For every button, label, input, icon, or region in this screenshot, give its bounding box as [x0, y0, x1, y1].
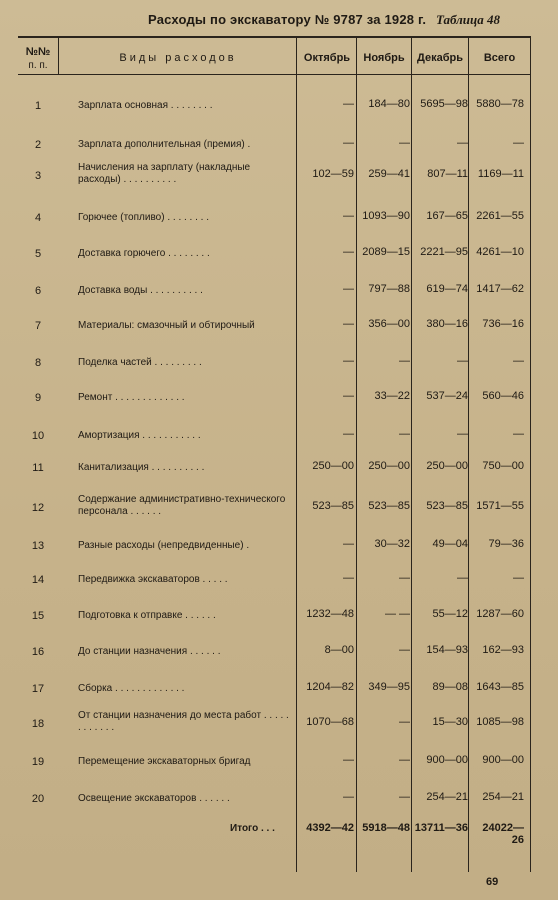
cell-nov: —	[399, 644, 410, 656]
cell-total: 1643—85	[476, 681, 524, 693]
total-label: Итого . . .	[230, 823, 275, 834]
cell-total: 900—00	[482, 754, 524, 766]
row-description: Сборка . . . . . . . . . . . . .	[78, 683, 185, 694]
row-description: Разные расходы (непредвиденные) .	[78, 540, 250, 551]
cell-total: 162—93	[482, 644, 524, 656]
cell-nov: —	[399, 137, 410, 149]
cell-nov: —	[399, 428, 410, 440]
cell-nov: 259—41	[368, 168, 410, 180]
cell-oct: —	[343, 246, 354, 258]
cell-oct: 1232—48	[306, 608, 354, 620]
cell-nov: —	[399, 355, 410, 367]
cell-dec: 250—00	[426, 460, 468, 472]
cell-oct: 102—59	[312, 168, 354, 180]
row-number: 7	[34, 320, 42, 332]
cell-nov: 1093—90	[362, 210, 410, 222]
cell-total: 4261—10	[476, 246, 524, 258]
row-number: 9	[34, 392, 42, 404]
cell-oct: —	[343, 390, 354, 402]
row-number: 1	[34, 100, 42, 112]
cell-total: —	[513, 137, 524, 149]
cell-dec: 537—24	[426, 390, 468, 402]
cell-dec: 167—65	[426, 210, 468, 222]
cell-dec: —	[457, 572, 468, 584]
cell-nov: 797—88	[368, 283, 410, 295]
cell-dec: —	[457, 137, 468, 149]
row-description: Материалы: смазочный и обтирочный	[78, 320, 255, 331]
header-num: №№	[25, 46, 51, 58]
row-number: 11	[32, 462, 44, 474]
cell-dec: 55—12	[432, 608, 468, 620]
cell-dec: 807—11	[427, 168, 468, 180]
cell-oct: —	[343, 754, 354, 766]
row-number: 4	[34, 212, 42, 224]
cell-dec: 15—30	[432, 716, 468, 728]
cell-oct: —	[343, 137, 354, 149]
cell-total: —	[513, 572, 524, 584]
cell-dec: 154—93	[426, 644, 468, 656]
cell-total: 5880—78	[476, 98, 524, 110]
header-rule	[18, 74, 531, 75]
row-number: 13	[31, 540, 45, 552]
cell-dec: 523—85	[426, 500, 468, 512]
cell-nov: 356—00	[368, 318, 410, 330]
row-number: 5	[34, 248, 42, 260]
page-number: 69	[486, 876, 499, 888]
cell-dec: 619—74	[426, 283, 468, 295]
cell-nov: —	[399, 791, 410, 803]
total-all: 24022—26	[482, 822, 524, 846]
cell-total: 1417—62	[476, 283, 524, 295]
cell-oct: 523—85	[312, 500, 354, 512]
cell-nov: 349—95	[368, 681, 410, 693]
cell-oct: 8—00	[324, 644, 354, 656]
row-number: 3	[34, 170, 42, 182]
row-description: Амортизация . . . . . . . . . . .	[78, 430, 201, 441]
row-number: 17	[31, 683, 45, 695]
cell-total: 254—21	[482, 791, 524, 803]
cell-oct: —	[343, 538, 354, 550]
page-title: Расходы по экскаватору № 9787 за 1928 г.	[148, 12, 427, 27]
total-dec: 13711—36	[414, 822, 468, 834]
total-nov: 5918—48	[362, 822, 410, 834]
col-divider	[296, 36, 297, 872]
cell-oct: —	[343, 428, 354, 440]
row-description: Поделка частей . . . . . . . . .	[78, 357, 202, 368]
col-divider	[468, 36, 469, 872]
cell-dec: —	[457, 428, 468, 440]
cell-oct: —	[343, 283, 354, 295]
cell-total: 1169—11	[477, 168, 524, 180]
cell-dec: 89—08	[432, 681, 468, 693]
row-description: Подготовка к отправке . . . . . .	[78, 610, 216, 621]
row-description: Доставка горючего . . . . . . . .	[78, 248, 210, 259]
header-nov: Ноябрь	[363, 52, 405, 64]
row-description: До станции назначения . . . . . .	[78, 646, 221, 657]
cell-oct: 1204—82	[306, 681, 354, 693]
cell-oct: 250—00	[312, 460, 354, 472]
row-number: 20	[31, 793, 45, 805]
cell-total: 2261—55	[476, 210, 524, 222]
cell-total: 79—36	[488, 538, 524, 550]
cell-total: —	[513, 355, 524, 367]
row-description: Передвижка экскаваторов . . . . .	[78, 574, 228, 585]
cell-oct: —	[343, 98, 354, 110]
cell-oct: —	[343, 791, 354, 803]
row-number: 15	[31, 610, 45, 622]
cell-nov: 184—80	[368, 98, 410, 110]
cell-nov: —	[399, 716, 410, 728]
col-divider	[58, 36, 59, 75]
row-number: 10	[31, 430, 45, 442]
cell-dec: 380—16	[426, 318, 468, 330]
cell-nov: —	[399, 572, 410, 584]
cell-nov: 30—32	[374, 538, 410, 550]
cell-nov: 523—85	[368, 500, 410, 512]
header-oct: Октябрь	[303, 52, 351, 64]
cell-total: 750—00	[482, 460, 524, 472]
col-divider	[530, 36, 531, 872]
row-number: 19	[31, 756, 45, 768]
cell-total: 560—46	[482, 390, 524, 402]
header-dec: Декабрь	[417, 52, 463, 64]
cell-dec: 49—04	[432, 538, 468, 550]
row-description: Горючее (топливо) . . . . . . . .	[78, 212, 210, 223]
row-number: 6	[34, 285, 42, 297]
header-num-sub: п. п.	[28, 60, 48, 71]
header-desc: Виды расходов	[119, 52, 237, 64]
cell-dec: 5695—98	[420, 98, 468, 110]
cell-nov: 33—22	[374, 390, 410, 402]
row-description: Освещение экскаваторов . . . . . .	[78, 793, 230, 804]
cell-total: 736—16	[482, 318, 524, 330]
cell-nov: 2089—15	[362, 246, 410, 258]
cell-nov: — —	[384, 608, 410, 620]
top-rule	[18, 36, 531, 38]
row-description: Ремонт . . . . . . . . . . . . .	[78, 392, 185, 403]
total-oct: 4392—42	[306, 822, 354, 834]
cell-oct: 1070—68	[306, 716, 354, 728]
row-number: 16	[31, 646, 45, 658]
cell-total: 1287—60	[476, 608, 524, 620]
cell-total: 1085—98	[476, 716, 524, 728]
cell-oct: —	[343, 355, 354, 367]
row-number: 18	[31, 718, 45, 730]
row-description: Перемещение экскаваторных бригад	[78, 756, 251, 767]
row-description: Зарплата основная . . . . . . . .	[78, 100, 213, 111]
cell-nov: —	[399, 754, 410, 766]
table-label: Таблица 48	[436, 12, 501, 27]
row-description: Канитализация . . . . . . . . . .	[78, 462, 205, 473]
row-description: Зарплата дополнительная (премия) .	[78, 139, 251, 150]
header-total: Всего	[483, 52, 516, 64]
row-description: Доставка воды . . . . . . . . . .	[78, 285, 203, 296]
row-number: 12	[31, 502, 45, 514]
cell-nov: 250—00	[368, 460, 410, 472]
row-description: Начисления на зарплату (накладные расходы) . . . . . . . . . .	[78, 162, 251, 185]
row-number: 8	[34, 357, 42, 369]
row-number: 2	[34, 139, 42, 151]
cell-total: 1571—55	[476, 500, 524, 512]
row-description: От станции назначения до места работ . . . . . . . . . . . .	[78, 710, 289, 733]
row-number: 14	[31, 574, 45, 586]
col-divider	[411, 36, 412, 872]
col-divider	[356, 36, 357, 872]
cell-dec: 2221—95	[420, 246, 468, 258]
cell-oct: —	[343, 318, 354, 330]
row-description: Содержание административно-технического персонала . . . . . .	[78, 494, 286, 517]
cell-oct: —	[343, 210, 354, 222]
cell-oct: —	[343, 572, 354, 584]
cell-dec: 254—21	[426, 791, 468, 803]
cell-dec: —	[457, 355, 468, 367]
cell-dec: 900—00	[426, 754, 468, 766]
cell-total: —	[513, 428, 524, 440]
